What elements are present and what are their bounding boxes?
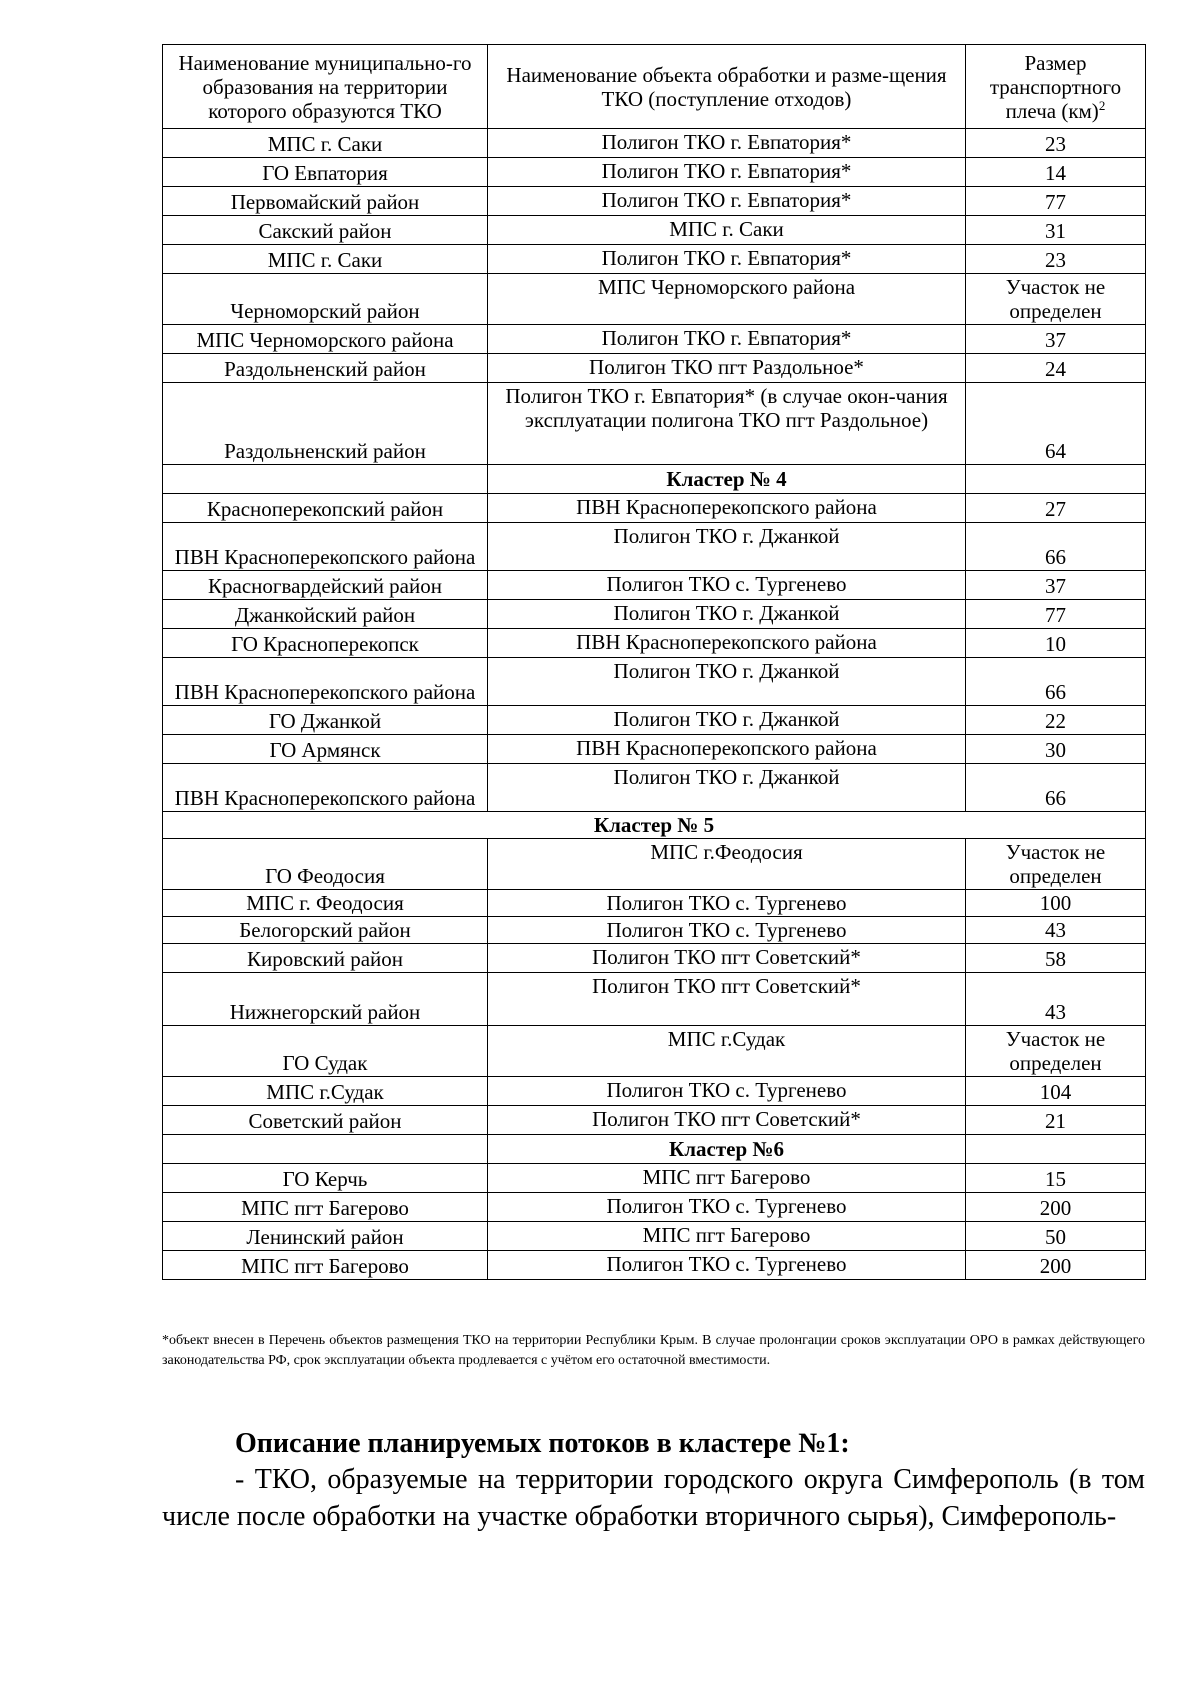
table-row [163, 890, 1146, 917]
table-row [163, 1251, 1146, 1280]
table-row [163, 325, 1146, 354]
municipality-cell: Красноперекопский район [163, 494, 488, 523]
municipality-cell: Красногвардейский район [163, 571, 488, 600]
table-header-row [163, 45, 1146, 129]
distance-cell: 50 [966, 1222, 1146, 1251]
cluster-row [163, 1135, 1146, 1164]
header-distance-footnote-mark: 2 [1098, 97, 1106, 113]
distance-cell: 77 [966, 600, 1146, 629]
distance-cell: 77 [966, 187, 1146, 216]
municipality-cell: МПС пгт Багерово [163, 1193, 488, 1222]
municipality-cell: ГО Феодосия [163, 839, 488, 890]
table-body [163, 129, 1146, 1280]
header-facility: Наименование объекта обработки и разме-щения ТКО (поступление отходов) [488, 45, 966, 129]
facility-cell: Полигон ТКО с. Тургенево [488, 890, 966, 917]
table-row [163, 658, 1146, 706]
municipality-cell: МПС Черноморского района [163, 325, 488, 354]
table-row [163, 944, 1146, 973]
facility-cell: Полигон ТКО с. Тургенево [488, 1193, 966, 1222]
distance-cell: 37 [966, 571, 1146, 600]
distance-cell: 64 [966, 383, 1146, 465]
cluster-label: Кластер №6 [488, 1135, 966, 1164]
waste-flow-table [162, 44, 1146, 1280]
facility-cell: Полигон ТКО с. Тургенево [488, 1077, 966, 1106]
municipality-cell: МПС г. Феодосия [163, 890, 488, 917]
table-row [163, 216, 1146, 245]
distance-cell: 43 [966, 973, 1146, 1026]
municipality-cell: МПС г. Саки [163, 245, 488, 274]
distance-cell: 58 [966, 944, 1146, 973]
municipality-cell: ГО Судак [163, 1026, 488, 1077]
cluster-empty-cell [163, 1135, 488, 1164]
facility-cell: Полигон ТКО г. Джанкой [488, 600, 966, 629]
facility-cell: ПВН Красноперекопского района [488, 629, 966, 658]
distance-cell: 66 [966, 658, 1146, 706]
table-row [163, 917, 1146, 944]
facility-cell: Полигон ТКО г. Джанкой [488, 658, 966, 706]
cluster-label: Кластер № 5 [163, 812, 1146, 839]
distance-cell: 22 [966, 706, 1146, 735]
facility-cell: Полигон ТКО г. Евпатория* [488, 158, 966, 187]
municipality-cell: ГО Евпатория [163, 158, 488, 187]
municipality-cell: Нижнегорский район [163, 973, 488, 1026]
distance-cell: 23 [966, 129, 1146, 158]
table-row [163, 1222, 1146, 1251]
municipality-cell: Белогорский район [163, 917, 488, 944]
facility-cell: Полигон ТКО с. Тургенево [488, 571, 966, 600]
facility-cell: МПС г. Саки [488, 216, 966, 245]
table-row [163, 274, 1146, 325]
cluster-empty-cell [966, 1135, 1146, 1164]
table-row [163, 629, 1146, 658]
cluster-empty-cell [966, 465, 1146, 494]
facility-cell: МПС пгт Багерово [488, 1164, 966, 1193]
facility-cell: Полигон ТКО г. Джанкой [488, 706, 966, 735]
municipality-cell: МПС г.Судак [163, 1077, 488, 1106]
facility-cell: Полигон ТКО г. Евпатория* [488, 325, 966, 354]
distance-cell: 104 [966, 1077, 1146, 1106]
table-row [163, 764, 1146, 812]
municipality-cell: Кировский район [163, 944, 488, 973]
cluster-row [163, 465, 1146, 494]
distance-cell: 43 [966, 917, 1146, 944]
table-row [163, 706, 1146, 735]
table-row [163, 571, 1146, 600]
municipality-cell: ГО Красноперекопск [163, 629, 488, 658]
table-row [163, 187, 1146, 216]
table-row [163, 158, 1146, 187]
distance-cell: 31 [966, 216, 1146, 245]
facility-cell: МПС г.Феодосия [488, 839, 966, 890]
municipality-cell: Советский район [163, 1106, 488, 1135]
facility-cell: Полигон ТКО пгт Советский* [488, 944, 966, 973]
table-row [163, 1077, 1146, 1106]
distance-cell: Участок не определен [966, 274, 1146, 325]
distance-cell: 24 [966, 354, 1146, 383]
facility-cell: МПС Черноморского района [488, 274, 966, 325]
facility-cell: Полигон ТКО г. Евпатория* [488, 187, 966, 216]
body-paragraph: - ТКО, образуемые на территории городского округа Симферополь (в том числе после обработки на участке обработки вторичного сырья), Симферополь- [162, 1464, 1145, 1532]
distance-cell: Участок не определен [966, 839, 1146, 890]
facility-cell: Полигон ТКО г. Евпатория* [488, 245, 966, 274]
municipality-cell: Ленинский район [163, 1222, 488, 1251]
municipality-cell: Первомайский район [163, 187, 488, 216]
table-row [163, 494, 1146, 523]
distance-cell: 15 [966, 1164, 1146, 1193]
cluster-row [163, 812, 1146, 839]
distance-cell: 100 [966, 890, 1146, 917]
municipality-cell: Раздольненский район [163, 354, 488, 383]
table-row [163, 1164, 1146, 1193]
header-municipality: Наименование муниципально-го образования на территории которого образуются ТКО [163, 45, 488, 129]
distance-cell: Участок не определен [966, 1026, 1146, 1077]
municipality-cell: ГО Керчь [163, 1164, 488, 1193]
facility-cell: Полигон ТКО пгт Советский* [488, 973, 966, 1026]
municipality-cell: Раздольненский район [163, 383, 488, 465]
facility-cell: Полигон ТКО г. Евпатория* (в случае окон-чания эксплуатации полигона ТКО пгт Раздольное) [488, 383, 966, 465]
facility-cell: Полигон ТКО г. Джанкой [488, 764, 966, 812]
header-distance [966, 45, 1146, 129]
municipality-cell: ГО Армянск [163, 735, 488, 764]
table-row [163, 523, 1146, 571]
distance-cell: 21 [966, 1106, 1146, 1135]
distance-cell: 27 [966, 494, 1146, 523]
municipality-cell: Джанкойский район [163, 600, 488, 629]
distance-cell: 66 [966, 764, 1146, 812]
distance-cell: 10 [966, 629, 1146, 658]
table-row [163, 973, 1146, 1026]
footnote: *объект внесен в Перечень объектов размещения ТКО на территории Республики Крым. В случае пролонгации сроков эксплуатации ОРО в рамках действующего законодательства РФ, срок эксплуатации объекта продлевается с учётом его остаточной вместимости. [162, 1333, 1145, 1368]
facility-cell: ПВН Красноперекопского района [488, 735, 966, 764]
distance-cell: 200 [966, 1193, 1146, 1222]
table-row [163, 245, 1146, 274]
table-row [163, 839, 1146, 890]
distance-cell: 14 [966, 158, 1146, 187]
table-row [163, 1026, 1146, 1077]
municipality-cell: МПС г. Саки [163, 129, 488, 158]
table-row [163, 129, 1146, 158]
cluster-label: Кластер № 4 [488, 465, 966, 494]
distance-cell: 200 [966, 1251, 1146, 1280]
municipality-cell: ПВН Красноперекопского района [163, 764, 488, 812]
table-row [163, 383, 1146, 465]
header-distance-label: Размер транспортного плеча (км) [989, 50, 1122, 123]
facility-cell: ПВН Красноперекопского района [488, 494, 966, 523]
facility-cell: МПС г.Судак [488, 1026, 966, 1077]
table-row [163, 600, 1146, 629]
distance-cell: 23 [966, 245, 1146, 274]
distance-cell: 37 [966, 325, 1146, 354]
municipality-cell: Черноморский район [163, 274, 488, 325]
facility-cell: МПС пгт Багерово [488, 1222, 966, 1251]
table-row [163, 735, 1146, 764]
cluster-empty-cell [163, 465, 488, 494]
municipality-cell: ПВН Красноперекопского района [163, 523, 488, 571]
section-title: Описание планируемых потоков в кластере №1: [235, 1428, 850, 1459]
facility-cell: Полигон ТКО г. Джанкой [488, 523, 966, 571]
distance-cell: 30 [966, 735, 1146, 764]
table-row [163, 1193, 1146, 1222]
facility-cell: Полигон ТКО г. Евпатория* [488, 129, 966, 158]
facility-cell: Полигон ТКО пгт Советский* [488, 1106, 966, 1135]
table-row [163, 354, 1146, 383]
table-row [163, 1106, 1146, 1135]
municipality-cell: ПВН Красноперекопского района [163, 658, 488, 706]
facility-cell: Полигон ТКО с. Тургенево [488, 1251, 966, 1280]
facility-cell: Полигон ТКО пгт Раздольное* [488, 354, 966, 383]
municipality-cell: МПС пгт Багерово [163, 1251, 488, 1280]
distance-cell: 66 [966, 523, 1146, 571]
facility-cell: Полигон ТКО с. Тургенево [488, 917, 966, 944]
municipality-cell: ГО Джанкой [163, 706, 488, 735]
municipality-cell: Сакский район [163, 216, 488, 245]
